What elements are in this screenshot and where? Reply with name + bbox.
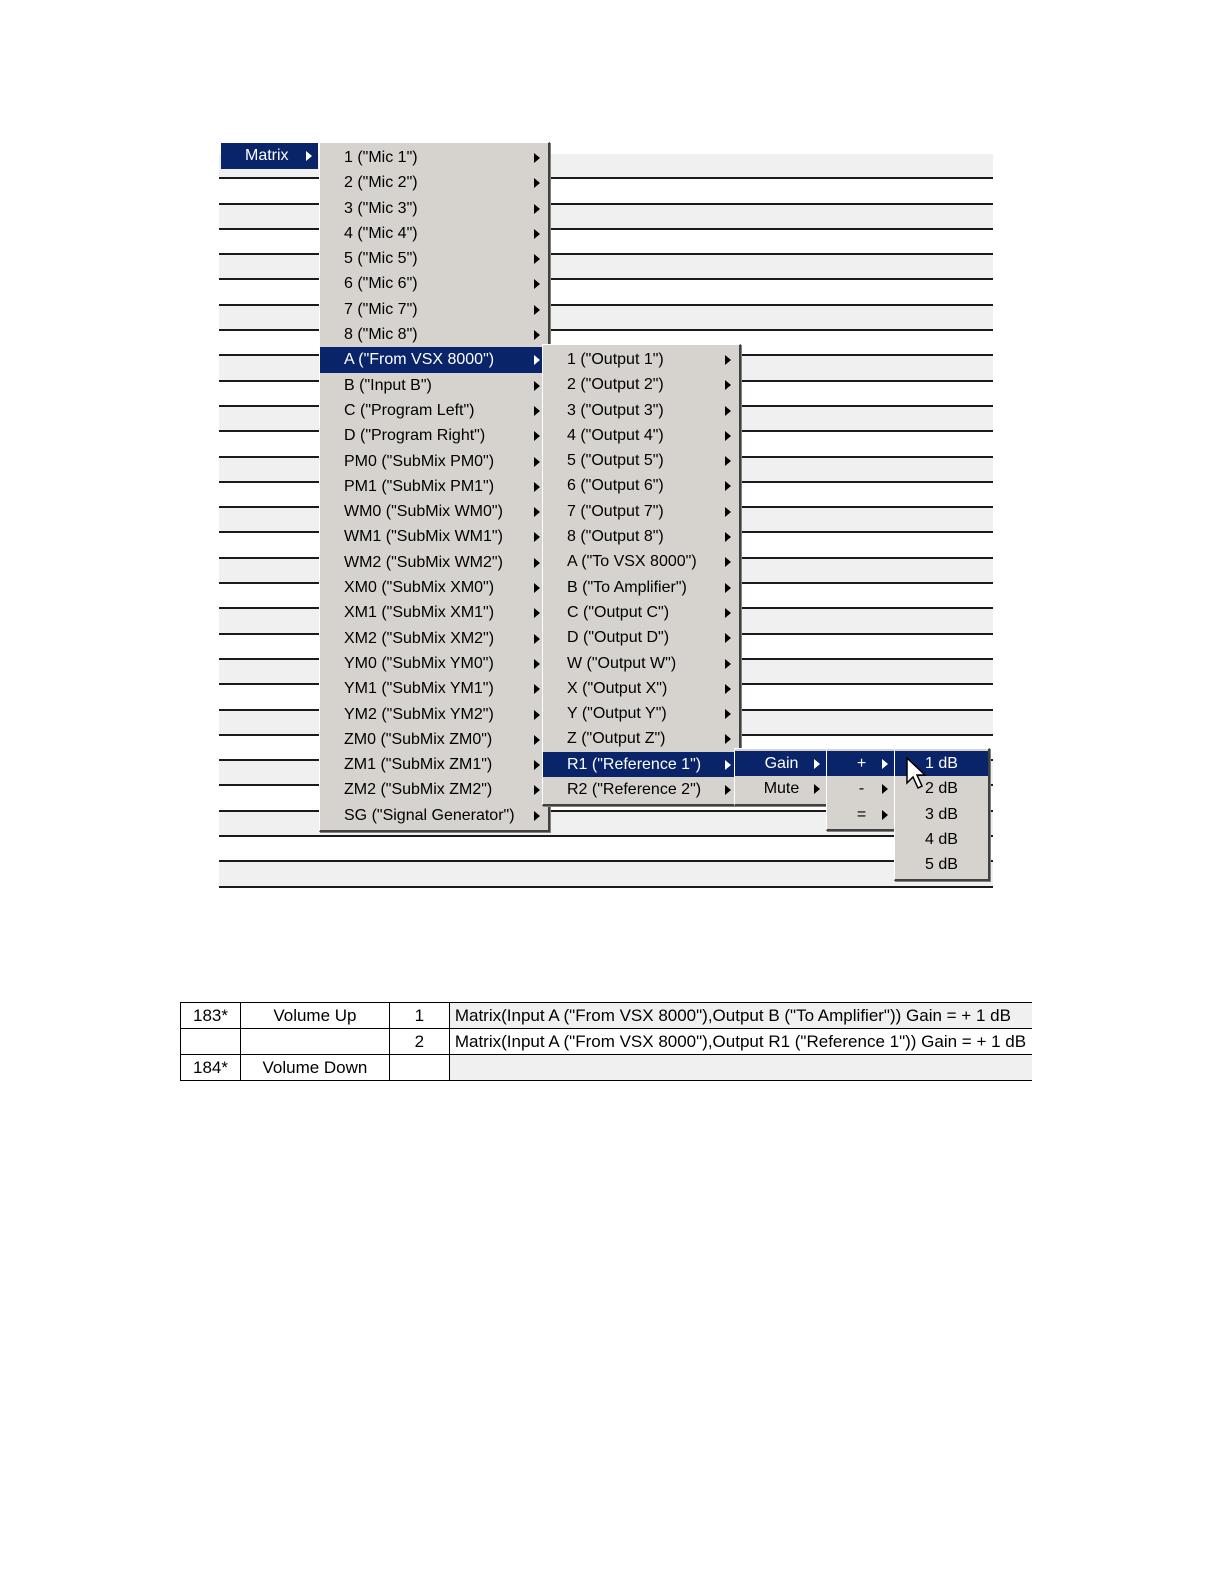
output-item-label: A ("To VSX 8000") <box>567 553 697 571</box>
mouse-pointer-icon <box>906 757 928 791</box>
submenu-arrow-icon <box>534 204 540 214</box>
submenu-arrow-icon <box>534 684 540 694</box>
input-item[interactable] <box>320 600 548 625</box>
submenu-arrow-icon <box>725 481 731 491</box>
table-row <box>181 1055 1033 1081</box>
input-item[interactable] <box>320 221 548 246</box>
input-item[interactable] <box>320 752 548 777</box>
action-item[interactable] <box>735 776 828 801</box>
input-item-label: A ("From VSX 8000") <box>344 351 495 369</box>
input-item[interactable] <box>320 145 548 170</box>
output-item-label: W ("Output W") <box>567 654 677 672</box>
output-item[interactable] <box>543 676 739 701</box>
input-item-label: PM0 ("SubMix PM0") <box>344 452 495 470</box>
submenu-arrow-icon <box>306 151 312 161</box>
submenu-arrow-icon <box>534 659 540 669</box>
output-item-label: 4 ("Output 4") <box>567 426 664 444</box>
submenu-arrow-icon <box>814 784 820 794</box>
submenu-arrow-icon <box>725 557 731 567</box>
inputs-menu <box>319 142 550 832</box>
output-item-label: 6 ("Output 6") <box>567 477 664 495</box>
input-item[interactable] <box>320 423 548 448</box>
input-item-label: D ("Program Right") <box>344 427 486 445</box>
menu-matrix-label: Matrix <box>245 147 289 164</box>
input-item-label: ZM1 ("SubMix ZM1") <box>344 756 493 774</box>
submenu-arrow-icon <box>725 355 731 365</box>
amount-item[interactable] <box>895 852 988 877</box>
sign-item-label: - <box>858 780 865 798</box>
input-item[interactable] <box>320 651 548 676</box>
row-id-cell: 184* <box>181 1055 241 1081</box>
amount-item[interactable] <box>895 827 988 852</box>
sign-item[interactable] <box>827 776 896 801</box>
submenu-arrow-icon <box>534 785 540 795</box>
submenu-arrow-icon <box>534 153 540 163</box>
output-item[interactable] <box>543 347 739 372</box>
amount-item-label: 1 dB <box>925 755 958 772</box>
input-item-label: C ("Program Left") <box>344 401 475 419</box>
output-item-label: 7 ("Output 7") <box>567 502 664 520</box>
output-item[interactable] <box>543 549 739 574</box>
input-item[interactable] <box>320 474 548 499</box>
input-item-label: 8 ("Mic 8") <box>344 326 418 344</box>
input-item[interactable] <box>320 676 548 701</box>
row-id-cell: 183* <box>181 1003 241 1029</box>
input-item-label: B ("Input B") <box>344 376 432 394</box>
output-item[interactable] <box>543 372 739 397</box>
sign-item-label: = <box>856 805 867 823</box>
row-name-cell: Volume Down <box>240 1055 389 1081</box>
input-item[interactable] <box>320 170 548 195</box>
output-item[interactable] <box>543 651 739 676</box>
output-item[interactable] <box>543 701 739 726</box>
submenu-arrow-icon <box>725 709 731 719</box>
input-item[interactable] <box>320 575 548 600</box>
submenu-arrow-icon <box>534 760 540 770</box>
submenu-arrow-icon <box>814 759 820 769</box>
output-item-label: C ("Output C") <box>567 603 670 621</box>
submenu-arrow-icon <box>725 659 731 669</box>
input-item-label: 4 ("Mic 4") <box>344 224 418 242</box>
submenu-arrow-icon <box>534 507 540 517</box>
submenu-arrow-icon <box>534 583 540 593</box>
table-row <box>181 1003 1033 1029</box>
output-item-label: 8 ("Output 8") <box>567 528 664 546</box>
output-item[interactable] <box>543 448 739 473</box>
submenu-arrow-icon <box>725 380 731 390</box>
row-command-cell: Matrix(Input A ("From VSX 8000"),Output R1 ("Reference 1")) Gain = + 1 dB <box>449 1029 1032 1055</box>
output-item-label: 3 ("Output 3") <box>567 401 664 419</box>
input-item[interactable] <box>320 246 548 271</box>
output-item-label: R1 ("Reference 1") <box>567 755 702 773</box>
output-item[interactable] <box>543 398 739 423</box>
amount-item-label: 4 dB <box>925 830 958 848</box>
output-item[interactable] <box>543 524 739 549</box>
submenu-arrow-icon <box>725 785 731 795</box>
input-item-label: WM1 ("SubMix WM1") <box>344 528 503 546</box>
input-item[interactable] <box>320 322 548 347</box>
output-item-label: 2 ("Output 2") <box>567 376 664 394</box>
submenu-arrow-icon <box>534 330 540 340</box>
input-item[interactable] <box>320 196 548 221</box>
action-item-label: Gain <box>764 755 799 772</box>
row-id-cell <box>181 1029 241 1055</box>
submenu-arrow-icon <box>534 406 540 416</box>
input-item-label: YM0 ("SubMix YM0") <box>344 654 494 672</box>
background-row <box>219 837 993 862</box>
input-item-label: WM2 ("SubMix WM2") <box>344 553 503 571</box>
submenu-arrow-icon <box>725 406 731 416</box>
submenu-arrow-icon <box>534 178 540 188</box>
row-name-cell <box>240 1029 389 1055</box>
input-item[interactable] <box>320 499 548 524</box>
sign-item-label: + <box>856 755 867 772</box>
submenu-arrow-icon <box>534 532 540 542</box>
input-item-label: 1 ("Mic 1") <box>344 149 418 166</box>
input-item-label: XM1 ("SubMix XM1") <box>344 604 495 622</box>
input-item-label: YM2 ("SubMix YM2") <box>344 705 494 723</box>
submenu-arrow-icon <box>534 279 540 289</box>
input-item[interactable] <box>320 727 548 752</box>
input-item-label: XM0 ("SubMix XM0") <box>344 579 495 597</box>
output-item[interactable] <box>543 575 739 600</box>
submenu-arrow-icon <box>534 254 540 264</box>
output-item[interactable] <box>543 625 739 650</box>
output-item[interactable] <box>543 423 739 448</box>
output-item[interactable] <box>543 499 739 524</box>
input-item-label: WM0 ("SubMix WM0") <box>344 503 503 521</box>
input-item-label: 3 ("Mic 3") <box>344 199 418 217</box>
menu-matrix[interactable] <box>221 143 318 169</box>
submenu-arrow-icon <box>534 735 540 745</box>
input-item[interactable] <box>320 626 548 651</box>
submenu-arrow-icon <box>725 760 731 770</box>
input-item[interactable] <box>320 702 548 727</box>
input-item[interactable] <box>320 373 548 398</box>
action-menu <box>734 748 830 806</box>
input-item[interactable] <box>320 777 548 802</box>
sign-item[interactable] <box>827 802 896 827</box>
submenu-arrow-icon <box>725 633 731 643</box>
submenu-arrow-icon <box>534 305 540 315</box>
submenu-arrow-icon <box>725 583 731 593</box>
input-item-label: 7 ("Mic 7") <box>344 300 418 318</box>
submenu-arrow-icon <box>534 608 540 618</box>
action-item[interactable] <box>735 751 828 776</box>
amount-item-label: 2 dB <box>925 780 958 798</box>
submenu-arrow-icon <box>725 507 731 517</box>
row-step-cell: 2 <box>389 1029 449 1055</box>
output-item[interactable] <box>543 600 739 625</box>
submenu-arrow-icon <box>725 456 731 466</box>
output-item-label: D ("Output D") <box>567 629 670 647</box>
action-item-label: Mute <box>763 780 800 798</box>
submenu-arrow-icon <box>534 457 540 467</box>
output-item-label: Z ("Output Z") <box>567 730 666 748</box>
input-item[interactable] <box>320 803 548 828</box>
submenu-arrow-icon <box>534 431 540 441</box>
input-item-label: 5 ("Mic 5") <box>344 250 418 268</box>
submenu-arrow-icon <box>725 431 731 441</box>
submenu-arrow-icon <box>882 810 888 820</box>
output-item-label: B ("To Amplifier") <box>567 578 687 596</box>
output-item[interactable] <box>543 473 739 498</box>
output-item[interactable] <box>543 752 739 777</box>
input-item-label: XM2 ("SubMix XM2") <box>344 629 495 647</box>
amount-item-label: 5 dB <box>925 856 958 874</box>
input-item[interactable] <box>320 398 548 423</box>
submenu-arrow-icon <box>534 710 540 720</box>
submenu-arrow-icon <box>725 532 731 542</box>
input-item-label: 6 ("Mic 6") <box>344 275 418 293</box>
submenu-arrow-icon <box>534 381 540 391</box>
submenu-arrow-icon <box>534 482 540 492</box>
input-item[interactable] <box>320 347 548 372</box>
output-item-label: 1 ("Output 1") <box>567 351 664 368</box>
input-item-label: YM1 ("SubMix YM1") <box>344 680 494 698</box>
submenu-arrow-icon <box>534 634 540 644</box>
submenu-arrow-icon <box>534 229 540 239</box>
amount-item-label: 3 dB <box>925 805 958 823</box>
submenu-arrow-icon <box>725 608 731 618</box>
input-item-label: ZM0 ("SubMix ZM0") <box>344 730 493 748</box>
output-item-label: R2 ("Reference 2") <box>567 781 702 799</box>
row-name-cell: Volume Up <box>240 1003 389 1029</box>
output-item-label: 5 ("Output 5") <box>567 452 664 470</box>
amount-item[interactable] <box>895 802 988 827</box>
input-item[interactable] <box>320 271 548 296</box>
submenu-arrow-icon <box>534 558 540 568</box>
input-item-label: 2 ("Mic 2") <box>344 174 418 192</box>
input-item[interactable] <box>320 524 548 549</box>
row-command-cell: Matrix(Input A ("From VSX 8000"),Output B ("To Amplifier")) Gain = + 1 dB <box>449 1003 1032 1029</box>
background-row <box>219 862 993 887</box>
output-item[interactable] <box>543 726 739 751</box>
input-item-label: SG ("Signal Generator") <box>344 806 515 824</box>
table-row <box>181 1029 1033 1055</box>
input-item[interactable] <box>320 550 548 575</box>
row-step-cell <box>389 1055 449 1081</box>
submenu-arrow-icon <box>882 759 888 769</box>
outputs-menu <box>542 344 741 806</box>
submenu-arrow-icon <box>534 811 540 821</box>
input-item[interactable] <box>320 297 548 322</box>
output-item[interactable] <box>543 777 739 802</box>
sign-menu <box>826 748 898 831</box>
submenu-arrow-icon <box>725 734 731 744</box>
output-item-label: X ("Output X") <box>567 679 668 697</box>
input-item-label: ZM2 ("SubMix ZM2") <box>344 781 493 799</box>
row-step-cell: 1 <box>389 1003 449 1029</box>
sign-item[interactable] <box>827 751 896 776</box>
submenu-arrow-icon <box>882 784 888 794</box>
output-item-label: Y ("Output Y") <box>567 705 667 723</box>
input-item[interactable] <box>320 449 548 474</box>
row-command-cell <box>449 1055 1032 1081</box>
command-table <box>180 1002 1032 1081</box>
submenu-arrow-icon <box>725 684 731 694</box>
input-item-label: PM1 ("SubMix PM1") <box>344 477 495 495</box>
submenu-arrow-icon <box>534 355 540 365</box>
